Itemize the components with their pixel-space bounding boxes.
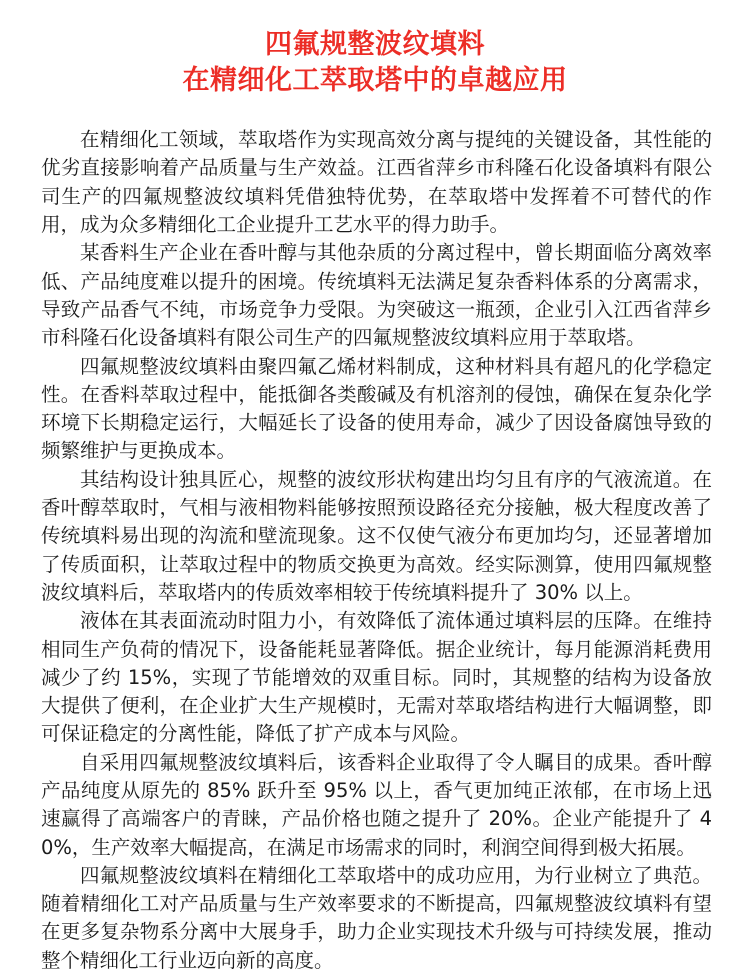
document-page xyxy=(0,18,750,972)
paragraph-2: 某香料生产企业在香叶醇与其他杂质的分离过程中，曾长期面临分离效率低、产品纯度难以提升的困境。传统填料无法满足复杂香料体系的分离需求，导致产品香气不纯，市场竞争力受限。为突破这一瓶颈，企业引入江西省萍乡市科隆石化设备填料有限公司生产的四氟规整波纹填料应用于萃取塔。 xyxy=(41,241,712,350)
page-title xyxy=(0,18,750,99)
paragraph-1: 在精细化工领域，萃取塔作为实现高效分离与提纯的关键设备，其性能的优劣直接影响着产品质量与生产效益。江西省萍乡市科隆石化设备填料有限公司生产的四氟规整波纹填料凭借独特优势，在萃取塔中发挥着不可替代的作用，成为众多精细化工企业提升工艺水平的得力助手。 xyxy=(41,128,712,237)
paragraph-4: 其结构设计独具匠心，规整的波纹形状构建出均匀且有序的气液流道。在香叶醇萃取时，气相与液相物料能够按照预设路径充分接触，极大程度改善了传统填料易出现的沟流和壁流现象。这不仅使气液分布更加均匀，还显著增加了传质面积，让萃取过程中的物质交换更为高效。经实际测算，使用四氟规整波纹填料后，萃取塔内的传质效率相较于传统填料提升了 30% 以上。 xyxy=(41,467,712,604)
paragraph-5: 液体在其表面流动时阻力小，有效降低了流体通过填料层的压降。在维持相同生产负荷的情况下，设备能耗显著降低。据企业统计，每月能源消耗费用减少了约 15%，实现了节能增效的双重目标。同时，其规整的结构为设备放大提供了便利，在企业扩大生产规模时，无需对萃取塔结构进行大幅调整，即可保证稳定的分离性能，降低了扩产成本与风险。 xyxy=(41,609,712,746)
article-body xyxy=(0,117,750,975)
page-title-line-2: 在精细化工萃取塔中的卓越应用 xyxy=(182,65,568,97)
page-title-line-1: 四氟规整波纹填料 xyxy=(265,29,485,61)
paragraph-3: 四氟规整波纹填料由聚四氟乙烯材料制成，这种材料具有超凡的化学稳定性。在香料萃取过程中，能抵御各类酸碱及有机溶剂的侵蚀，确保在复杂化学环境下长期稳定运行，大幅延长了设备的使用寿命，减少了因设备腐蚀导致的频繁维护与更换成本。 xyxy=(41,354,712,463)
paragraph-6: 自采用四氟规整波纹填料后，该香料企业取得了令人瞩目的成果。香叶醇产品纯度从原先的 85% 跃升至 95% 以上，香气更加纯正浓郁，在市场上迅速赢得了高端客户的青睐，产品价格也随之提升了 20%。企业产能提升了 40%，生产效率大幅提高，在满足市场需求的同时，利润空间得到极大拓展。 xyxy=(41,750,712,859)
paragraph-7: 四氟规整波纹填料在精细化工萃取塔中的成功应用，为行业树立了典范。随着精细化工对产品质量与生产效率要求的不断提高，四氟规整波纹填料有望在更多复杂物系分离中大展身手，助力企业实现技术升级与可持续发展，推动整个精细化工行业迈向新的高度。 xyxy=(41,863,712,972)
